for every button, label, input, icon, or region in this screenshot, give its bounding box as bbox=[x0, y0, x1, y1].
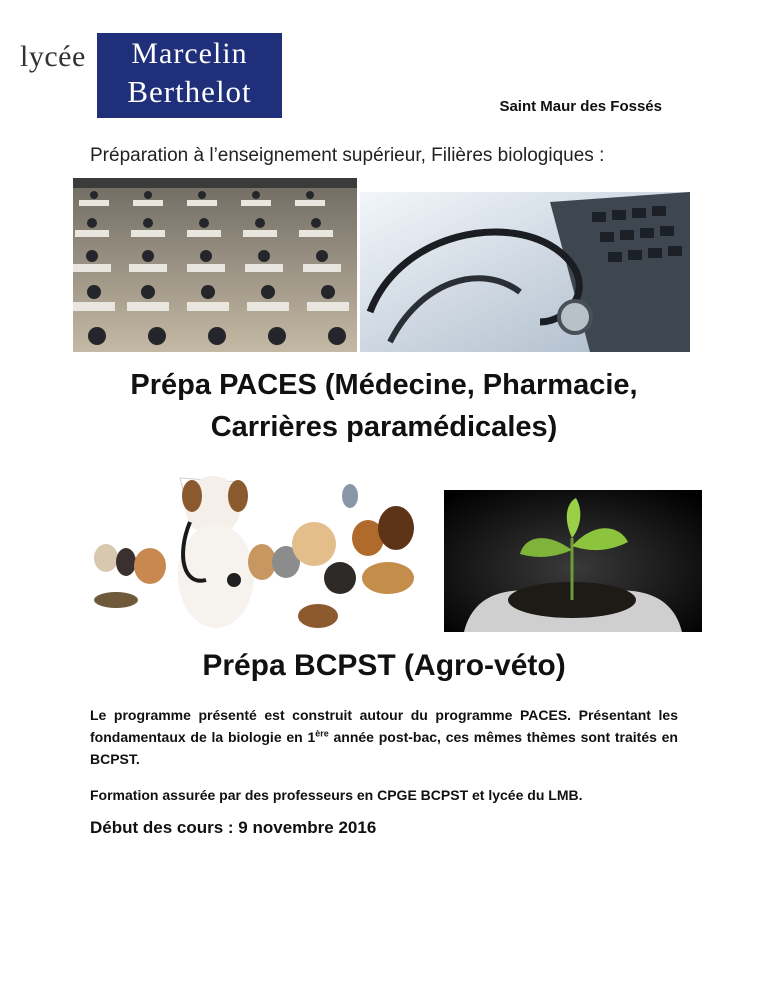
program-description-part-2: année post-bac, ces mêmes thèmes sont traités en BCPST. bbox=[90, 729, 678, 767]
program-description bbox=[90, 704, 678, 770]
paces-title-line-1: Prépa PACES (Médecine, Pharmacie, bbox=[130, 369, 638, 401]
exam-hall-photo bbox=[73, 178, 357, 352]
city-label: Saint Maur des Fossés bbox=[499, 98, 662, 115]
school-logo bbox=[97, 33, 282, 118]
logo-prefix: lycée bbox=[20, 40, 86, 73]
bcpst-title: Prépa BCPST (Agro-véto) bbox=[202, 649, 566, 682]
course-start-date: Début des cours : 9 novembre 2016 bbox=[90, 818, 377, 837]
animals-photo bbox=[88, 466, 436, 634]
logo-line-2: Berthelot bbox=[127, 74, 252, 109]
plant-in-hands-photo bbox=[444, 490, 702, 632]
paces-title-line-2: Carrières paramédicales) bbox=[210, 411, 558, 443]
program-description-superscript: ère bbox=[315, 728, 329, 739]
intro-heading: Préparation à l’enseignement supérieur, Filières biologiques : bbox=[90, 145, 605, 166]
logo-line-1: Marcelin bbox=[131, 37, 248, 70]
paces-title bbox=[0, 364, 768, 448]
training-info: Formation assurée par des professeurs en CPGE BCPST et lycée du LMB. bbox=[90, 787, 583, 803]
program-description-part-1: Le programme présenté est construit autour du programme PACES. Présentant les fondamentaux de la biologie en 1 bbox=[90, 707, 678, 745]
stethoscope-photo bbox=[360, 192, 690, 352]
